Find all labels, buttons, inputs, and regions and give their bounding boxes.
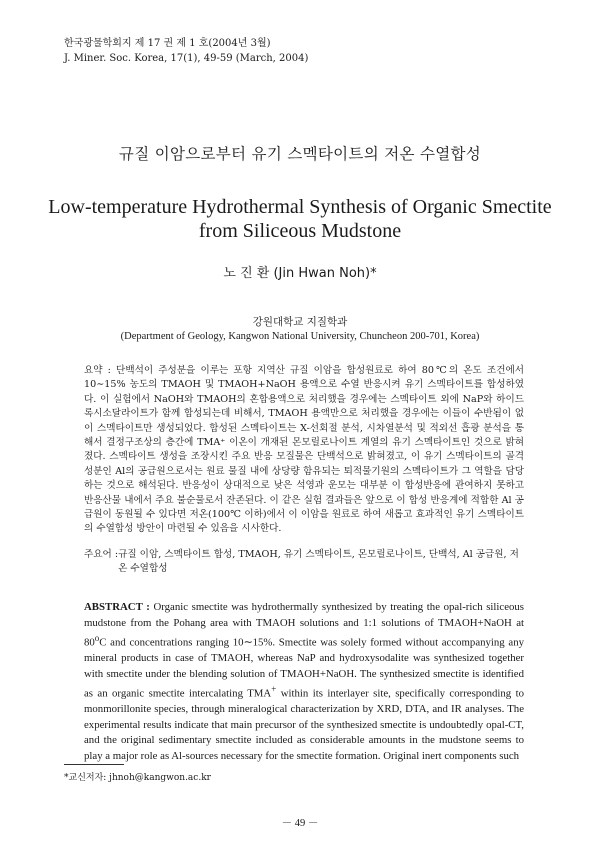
keywords-label: 주요어 : <box>84 549 119 560</box>
abstract-english-text-1: Organic smectite was hydrothermally synthesized by treating the opal-rich siliceous mudstone from the Pohang area with TMAOH solutions and 1:1 solutions of TMAOH+NaOH at 80 <box>84 601 524 649</box>
abstract-korean-text: 단백석이 주성분을 이루는 포항 지역산 규질 이암을 합성원료로 하여 80℃의 온도 조건에서 10∼15% 농도의 TMAOH 및 TMAOH+NaOH 용액으로 수열 반응시켜 유기 스멕타이트를 합성하였다. 이 실험에서 NaOH와 TMAOH의 혼합용액으로 처리했을 경우에는 스멕타이트 외에 NaP와 하이드록시소달라이트가 함께 합성되는데 비해서, TMAOH 용액만으로 처리했을 경우에는 이들이 수반됨이 없이 스멕타이트만 생성되었다. 합성된 스멕타이트는 X-선회절 분석, 시차열분석 및 적외선 흡광 분석을 통해서 결정구조상의 층간에 TMA⁺ 이온이 개재된 몬모릴로나이트 계열의 유기 스멕타이트인 것으로 밝혀졌다. 스멕타이트 생성을 조장시킨 주요 반응 모질물은 단백석으로 밝혀졌고, 이 유기 스멕타이트의 골격 성분인 Al의 공급원으로서는 원료 물질 내에 상당량 함유되는 퇴적물기원의 스멕타이트가 그 역할을 담당하는 것으로 해석된다. 반응성이 상대적으로 낮은 석영과 운모는 대부분 이 합성반응에 관여하지 못하고 반응산물 내에서 주요 불순물로서 잔존된다. 이 같은 실험 결과들은 앞으로 이 합성 반응계에 적합한 Al 공급원이 동원될 수 있다면 저온(100℃ 이하)에서 이 이암을 원료로 하여 새롭고 효과적인 유기 스멕타이트의 수열합성 방안이 마련될 수 있음을 시사한다. <box>84 365 524 535</box>
title-korean: 규질 이암으로부터 유기 스멕타이트의 저온 수열합성 <box>118 145 482 163</box>
abstract-english-text-2: C and concentrations ranging 10∼15%. Smectite was solely formed without accompanying any mineral products in case of TMAOH, whereas NaP and hydroxysodalite was synthesized together with smectite under the blending solution of TMAOH+NaOH. The synthesized smectite is identified as an organic smectite intercalating TMA <box>84 636 524 700</box>
author-name: 노 진 환 (Jin Hwan Noh)* <box>223 266 377 281</box>
page-number: － 49 － <box>281 818 319 829</box>
abstract-korean <box>84 364 524 537</box>
journal-line-korean: 한국광물학회지 제 17 권 제 1 호(2004년 3월) <box>64 38 271 49</box>
degree-superscript: o <box>94 633 100 643</box>
title-english: Low-temperature Hydrothermal Synthesis of Organic Smectite from Siliceous Mudstone <box>48 196 552 242</box>
journal-line-english: J. Miner. Soc. Korea, 17(1), 49-59 (March, 2004) <box>64 53 309 64</box>
affiliation-english: (Department of Geology, Kangwon National University, Chuncheon 200-701, Korea) <box>120 331 480 342</box>
keywords-korean <box>84 548 524 577</box>
corresponding-author-footnote: *교신저자: jhnoh@kangwon.ac.kr <box>64 773 211 783</box>
abstract-english <box>84 600 524 764</box>
journal-header <box>64 36 308 66</box>
footnote-divider <box>64 764 124 765</box>
abstract-korean-label: 요약 : <box>84 365 117 376</box>
affiliation-korean: 강원대학교 지질학과 <box>252 316 348 328</box>
abstract-english-text-3: within its interlayer site, specifically corresponding to monmorillonite species, through mineralogical characterization by XRD, DTA, and IR analyses. The experimental results indicate that main precursor of the synthesized smectite is undoubtedly opal-CT, and the original sedimentary smectite included as considerable amounts in the mudstone seems to play a major role as Al-sources necessary for the smectite formation. Original inert components such <box>84 687 525 762</box>
ion-charge-superscript: + <box>271 684 277 695</box>
keywords-text: 규질 이암, 스멕타이트 합성, TMAOH, 유기 스멕타이트, 몬모릴로나이트, 단백석, Al 공급원, 저온 수열합성 <box>118 549 519 575</box>
abstract-english-label: ABSTRACT : <box>84 601 154 613</box>
